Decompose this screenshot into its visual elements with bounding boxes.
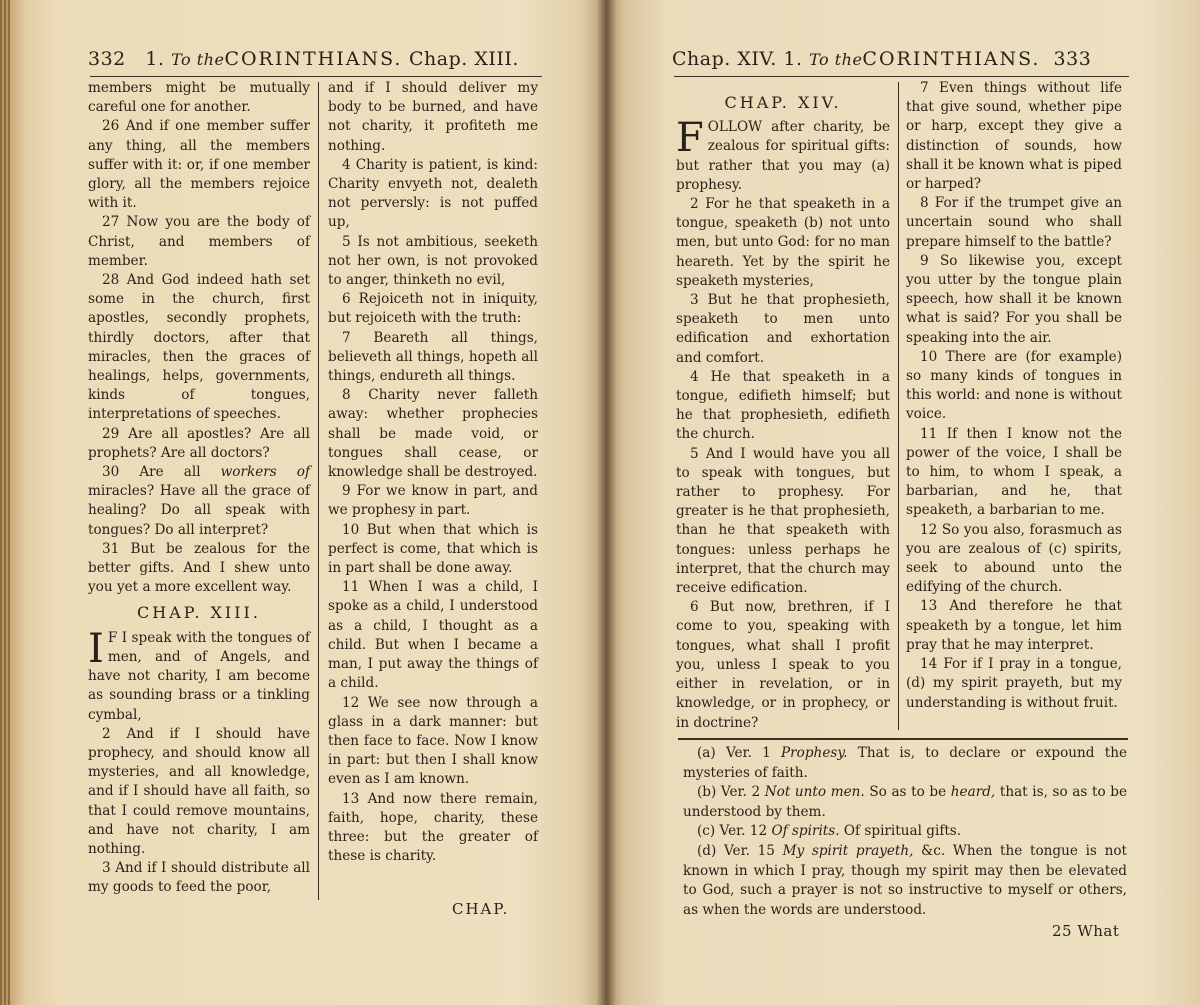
footnote-text: Of spiritual gifts.	[843, 823, 962, 840]
verse-text: 6 Rejoiceth not in iniquity, but rejoiceth with the truth:	[328, 291, 538, 327]
verse-text: 6 But now, brethren, if I come to you, speaking with tongues, what shall I profit you, unless I speak to you either in revelation, or in knowledge, or in prophecy, or in doctrine?	[676, 599, 890, 731]
verse-italic: workers of	[220, 464, 310, 481]
verse-text	[88, 625, 310, 725]
drop-cap: I	[88, 625, 104, 672]
footnote-term: My spirit prayeth,	[782, 842, 914, 859]
right-head-rule	[674, 76, 1129, 77]
footnote-text: That is, to declare or expound the mysteries of faith.	[683, 745, 1128, 781]
left-book-number: 1.	[145, 48, 165, 70]
footnote-a	[683, 744, 1127, 783]
left-running-head	[88, 48, 548, 74]
right-to-the: To the	[809, 50, 863, 69]
verse-text: 10 But when that which is perfect is come, that which is in part shall be done away.	[328, 521, 538, 577]
right-page-number: 333	[1053, 48, 1092, 70]
left-column-rule	[318, 82, 319, 900]
footnote-b	[683, 783, 1127, 822]
drop-cap: F	[676, 115, 704, 162]
footnote-d	[683, 842, 1127, 920]
verse-text: 3 But he that prophesieth, speaketh to men unto edification and exhortation and comfort.	[676, 292, 890, 366]
left-head-rule	[90, 76, 542, 77]
verse-text: 12 We see now through a glass in a dark manner: but then face to face. Now I know in part: but then I shall know even as I am known.	[328, 694, 538, 788]
verse-text: 9 So likewise you, except you utter by the tongue plain speech, how shall it be known what is said? For you shall be speaking into the air.	[906, 252, 1122, 346]
right-chapter-label: Chap. XIV.	[672, 48, 777, 70]
verse-text	[88, 463, 310, 540]
left-to-the: To the	[171, 50, 225, 69]
verse-text: 4 Charity is patient, is kind: Charity envyeth not, dealeth not perversly: is not puffed up,	[328, 156, 538, 231]
verse-text: 9 For we know in part, and we prophesy in part.	[328, 483, 538, 519]
verse-text: 5 Is not ambitious, seeketh not her own, is not provoked to anger, thinketh no evil,	[328, 233, 538, 289]
left-chapter-label: Chap. XIII.	[409, 48, 519, 70]
right-catchword: 25 What	[1052, 922, 1120, 940]
left-book-title: CORINTHIANS.	[224, 48, 403, 70]
verse-text: 31 But be zealous for the better gifts. And I shew unto you yet a more excellent way.	[88, 540, 310, 596]
left-catchword: CHAP.	[452, 900, 510, 918]
verse-fragment: miracles? Have all the grace of healing? Do all speak with tongues? Do all interpret?	[88, 483, 310, 538]
verse-text: members might be mutually careful one for another.	[88, 80, 310, 116]
verse-text: 3 And if I should distribute all my goods to feed the poor,	[88, 860, 310, 896]
verse-text: 8 For if the trumpet give an uncertain sound who shall prepare himself to the battle?	[906, 195, 1122, 250]
footnote-term: heard,	[950, 784, 996, 801]
verse-fragment: OLLOW after charity, be zealous for spiritual gifts: but rather that you may (a) prophesy.	[676, 119, 890, 193]
verse-text: 29 Are all apostles? Are all prophets? Are all doctors?	[88, 425, 310, 461]
footnote-ref: (d) Ver. 15	[697, 842, 775, 859]
footnote-text: &c. When the tongue is not known in which I pray, though my spirit may then be elevated to God, such a prayer is not so instructive to myself or others, as when the words are understood.	[683, 842, 1127, 918]
right-book-number: 1.	[783, 48, 803, 70]
verse-text: 28 And God indeed hath set some in the church, first apostles, secondly prophets, thirdly doctors, after that miracles, then the graces of healings, helps, governments, kinds of tongues, interpretations of speeches.	[88, 272, 310, 423]
verse-text: 2 And if I should have prophecy, and should know all mysteries, and all knowledge, and if I should have all faith, so that I could remove mountains, and have not charity, I am nothing.	[88, 725, 310, 857]
verse-text: 26 And if one member suffer any thing, all the members suffer with it: or, if one member glory, all the members rejoice with it.	[88, 118, 310, 212]
right-column-rule	[898, 82, 899, 730]
verse-text: 2 For he that speaketh in a tongue, speaketh (b) not unto men, but unto God: for no man heareth. Yet by the spirit he speaketh mysteries,	[676, 196, 890, 289]
verse-text: 8 Charity never falleth away: whether prophecies shall be made void, or tongues shall cease, or knowledge shall be destroyed.	[328, 387, 538, 481]
footnote-text: that is, so as to be understood by them.	[683, 784, 1128, 820]
verse-text: 4 He that speaketh in a tongue, edifieth himself; but he that prophesieth, edifieth the church.	[676, 368, 890, 443]
verse-text	[676, 115, 890, 195]
right-running-head	[672, 48, 1132, 74]
verse-text: 11 If then I know not the power of the voice, I shall be to him, to whom I speak, a barbarian, and he, that speaketh, a barbarian to me.	[906, 425, 1122, 519]
verse-fragment: F I speak with the tongues of men, and of Angels, and have not charity, I am become as sounding brass or a tinkling cymbal,	[88, 629, 310, 723]
verse-text: 7 Beareth all things, believeth all things, hopeth all things, endureth all things.	[328, 329, 538, 385]
verse-text: 7 Even things without life that give sound, whether pipe or harp, except they give a distinction of sounds, how shall it be known what is piped or harped?	[906, 80, 1122, 193]
verse-text: 13 And now there remain, faith, hope, charity, these three: but the greater of these is charity.	[328, 790, 538, 865]
footnote-ref: (a) Ver. 1	[697, 745, 771, 761]
verse-text: 10 There are (for example) so many kinds of tongues in this world: and none is without voice.	[906, 348, 1122, 423]
left-column-1	[88, 79, 310, 898]
verse-fragment: 30 Are all	[102, 464, 221, 481]
verse-text: and if I should deliver my body to be burned, and have not charity, it profiteth me nothing.	[328, 80, 538, 154]
verse-text: 5 And I would have you all to speak with tongues, but rather to prophesy. For greater is he that prophesieth, than he that speaketh with tongues: unless perhaps he interpret, that the church may receive edification.	[676, 445, 890, 597]
left-column-2	[328, 79, 538, 866]
right-column-1	[676, 79, 890, 733]
footnote-term: Prophesy.	[781, 745, 848, 761]
right-book-title: CORINTHIANS.	[862, 48, 1041, 70]
left-page-number: 332	[88, 48, 126, 70]
verse-text: 11 When I was a child, I spoke as a child, I understood as a child, I thought as a child. But when I became a man, I put away the things of a child.	[328, 579, 538, 692]
verse-text: 27 Now you are the body of Christ, and members of member.	[88, 214, 310, 269]
footnote-text: So as to be	[869, 784, 947, 801]
book-gutter	[596, 0, 616, 1005]
footnotes	[683, 744, 1127, 920]
footnote-term: Of spirits.	[771, 823, 840, 840]
verse-text: 13 And therefore he that speaketh by a tongue, let him pray that he may interpret.	[906, 598, 1122, 653]
page-edges	[0, 0, 10, 1005]
chapter-heading: CHAP. XIII.	[137, 603, 261, 623]
footnote-ref: (c) Ver. 12	[697, 823, 768, 840]
verse-text: 12 So you also, forasmuch as you are zealous of (c) spirits, seek to abound unto the edifying of the church.	[906, 521, 1122, 596]
footnote-c	[683, 822, 1127, 842]
chapter-heading: CHAP. XIV.	[724, 93, 842, 112]
verse-text: 14 For if I pray in a tongue, (d) my spirit prayeth, but my understanding is without fruit.	[906, 656, 1122, 711]
footnote-ref: (b) Ver. 2	[697, 784, 761, 801]
footnote-term: Not unto men.	[764, 784, 865, 801]
footnote-rule	[678, 738, 1128, 740]
right-column-2	[906, 79, 1122, 713]
